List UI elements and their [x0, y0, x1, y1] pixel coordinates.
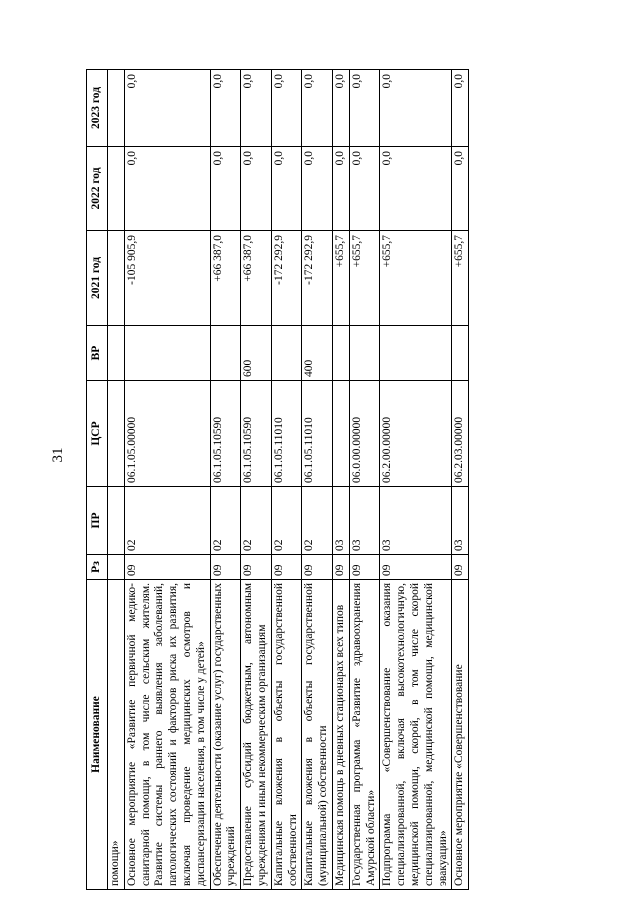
row-rz: 09: [349, 555, 380, 580]
row-2021: +66 387,0: [210, 231, 241, 326]
row-2021: +655,7: [349, 231, 380, 326]
row-rz: 09: [271, 555, 302, 580]
row-pr: 02: [302, 487, 333, 555]
row-pr: 02: [241, 487, 272, 555]
row-2022: 0,0: [241, 147, 272, 231]
row-vr: 400: [302, 326, 333, 381]
row-2022: 0,0: [332, 147, 349, 231]
table-row: [302, 70, 333, 890]
row-2022: 0,0: [302, 147, 333, 231]
row-2022: 0,0: [380, 147, 452, 231]
row-2021: +66 387,0: [241, 231, 272, 326]
row-2023: [108, 70, 125, 147]
table-row: [349, 70, 380, 890]
row-2021: +655,7: [452, 231, 469, 326]
table-row: [241, 70, 272, 890]
row-name: Капитальные вложения в объекты государственной (муниципальной) собственности: [302, 580, 333, 890]
row-pr: [108, 487, 125, 555]
row-vr: [210, 326, 241, 381]
table-row: [380, 70, 452, 890]
table-header-row: [87, 70, 108, 890]
table-row: [271, 70, 302, 890]
row-rz: 09: [380, 555, 452, 580]
header-name: Наименование: [87, 580, 108, 890]
row-pr: 03: [452, 487, 469, 555]
row-2022: 0,0: [349, 147, 380, 231]
budget-table: [86, 69, 469, 890]
row-pr: 03: [332, 487, 349, 555]
row-name: Основное мероприятие «Развитие первичной медико-санитарной помощи, в том числе сельским жителям. Развитие системы раннего выявления заболеваний, патологических состояний и факторов риска их развития, включая проведение медицинских осмотров и диспансеризации населения, в том числе у детей»: [124, 580, 210, 890]
row-2021: [108, 231, 125, 326]
header-csr: ЦСР: [87, 381, 108, 487]
row-vr: [271, 326, 302, 381]
row-pr: 03: [380, 487, 452, 555]
row-2021: -172 292,9: [271, 231, 302, 326]
row-csr: 06.1.05.10590: [241, 381, 272, 487]
row-2022: 0,0: [271, 147, 302, 231]
header-pr: ПР: [87, 487, 108, 555]
row-2021: +655,7: [380, 231, 452, 326]
row-vr: [332, 326, 349, 381]
row-name: Предоставление субсидий бюджетным, автономным учреждениям и иным некоммерческим организациям: [241, 580, 272, 890]
row-vr: [349, 326, 380, 381]
row-name: Капитальные вложения в объекты государственной собственности: [271, 580, 302, 890]
table-row: [452, 70, 469, 890]
row-2021: -105 905,9: [124, 231, 210, 326]
row-rz: 09: [332, 555, 349, 580]
row-2021: -172 292,9: [302, 231, 333, 326]
header-2023: 2023 год: [87, 70, 108, 147]
header-rz: Рз: [87, 555, 108, 580]
row-name: Подпрограмма «Совершенствование оказания специализированной, включая высокотехнологичную, медицинской помощи, скорой, в том числе скорой специализированной, медицинской помощи, медицинской эвакуации»: [380, 580, 452, 890]
row-2022: [108, 147, 125, 231]
row-rz: 09: [452, 555, 469, 580]
row-csr: 06.1.05.11010: [271, 381, 302, 487]
row-2023: 0,0: [210, 70, 241, 147]
table-row: [210, 70, 241, 890]
row-name: Обеспечение деятельности (оказание услуг) государственных учреждений: [210, 580, 241, 890]
row-2023: 0,0: [124, 70, 210, 147]
row-2023: 0,0: [332, 70, 349, 147]
row-2022: 0,0: [124, 147, 210, 231]
row-name: Государственная программа «Развитие здравоохранения Амурской области»: [349, 580, 380, 890]
row-name: помощи»: [108, 580, 125, 890]
row-vr: [380, 326, 452, 381]
row-2023: 0,0: [271, 70, 302, 147]
row-csr: 06.0.00.00000: [349, 381, 380, 487]
row-csr: [108, 381, 125, 487]
header-2022: 2022 год: [87, 147, 108, 231]
row-pr: 03: [349, 487, 380, 555]
row-csr: 06.1.05.11010: [302, 381, 333, 487]
row-csr: 06.2.03.00000: [452, 381, 469, 487]
row-csr: 06.1.05.10590: [210, 381, 241, 487]
row-csr: [332, 381, 349, 487]
row-2021: +655,7: [332, 231, 349, 326]
table-row: [108, 70, 125, 890]
row-vr: [108, 326, 125, 381]
row-2023: 0,0: [349, 70, 380, 147]
row-vr: [124, 326, 210, 381]
row-vr: 600: [241, 326, 272, 381]
row-pr: 02: [124, 487, 210, 555]
page-number: 31: [50, 447, 66, 463]
row-rz: [108, 555, 125, 580]
rotated-table-container: [86, 70, 616, 890]
row-vr: [452, 326, 469, 381]
row-rz: 09: [124, 555, 210, 580]
row-rz: 09: [210, 555, 241, 580]
table-body: [108, 70, 469, 890]
table-row: [332, 70, 349, 890]
row-name: Медицинская помощь в дневных стационарах всех типов: [332, 580, 349, 890]
row-rz: 09: [302, 555, 333, 580]
row-2023: 0,0: [302, 70, 333, 147]
header-vr: ВР: [87, 326, 108, 381]
header-2021: 2021 год: [87, 231, 108, 326]
row-rz: 09: [241, 555, 272, 580]
row-pr: 02: [210, 487, 241, 555]
row-2023: 0,0: [452, 70, 469, 147]
row-name: Основное мероприятие «Совершенствование: [452, 580, 469, 890]
row-2022: 0,0: [210, 147, 241, 231]
row-2022: 0,0: [452, 147, 469, 231]
row-csr: 06.2.00.00000: [380, 381, 452, 487]
row-2023: 0,0: [241, 70, 272, 147]
row-pr: 02: [271, 487, 302, 555]
row-csr: 06.1.05.00000: [124, 381, 210, 487]
table-row: [124, 70, 210, 890]
row-2023: 0,0: [380, 70, 452, 147]
